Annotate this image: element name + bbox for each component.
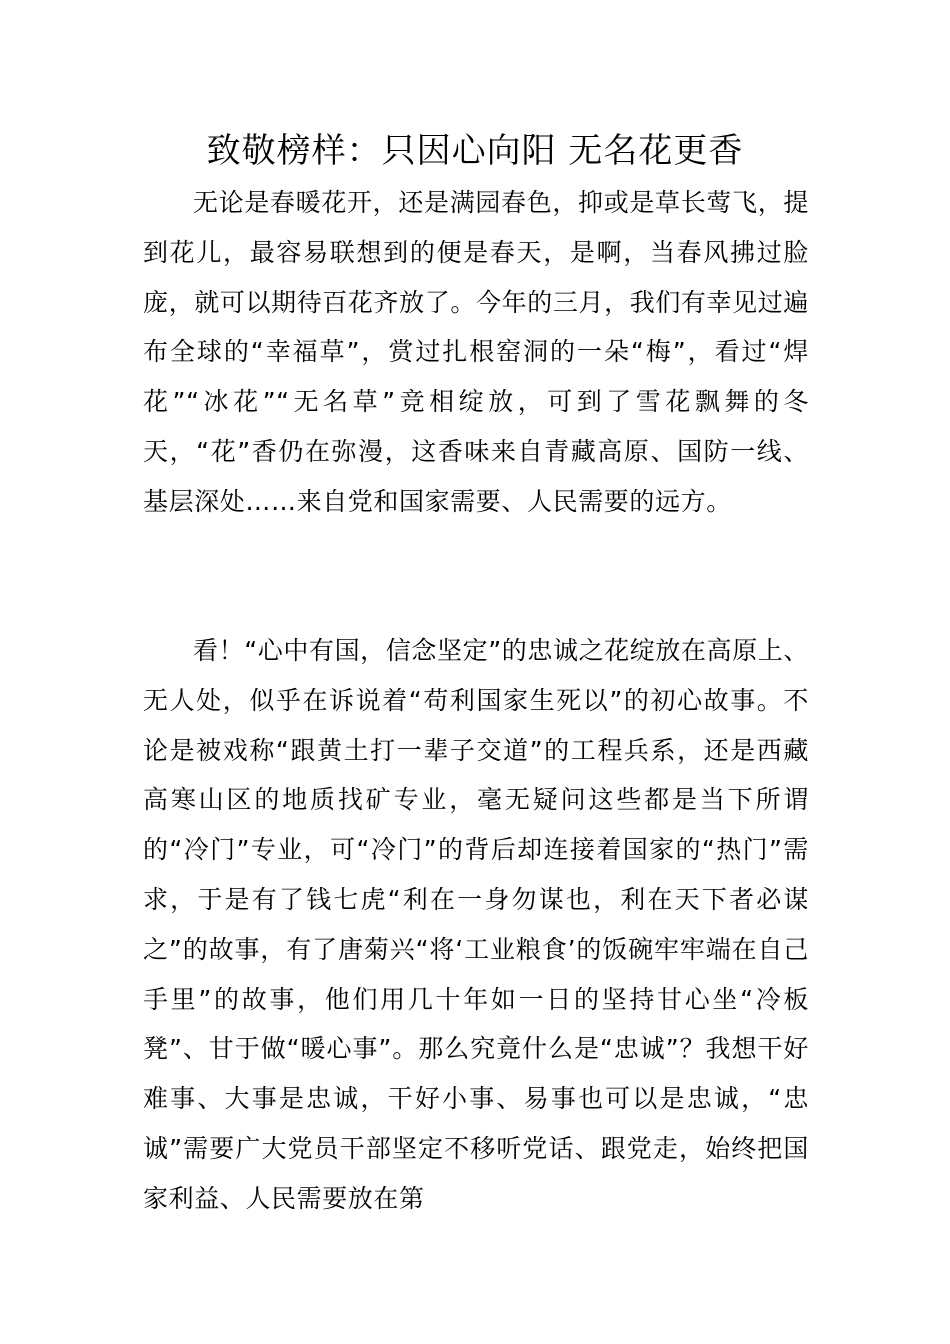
paragraph-1: 无论是春暖花开，还是满园春色，抑或是草长莺飞，提到花儿，最容易联想到的便是春天，是啊，当春风拂过脸庞，就可以期待百花齐放了。今年的三月，我们有幸见过遍布全球的“幸福草”，赏过扎根窑洞的一朵“梅”，看过“焊花”“冰花”“无名草”竞相绽放，可到了雪花飘舞的冬天，“花”香仍在弥漫，这香味来自青藏高原、国防一线、基层深处……来自党和国家需要、人民需要的远方。 [143,188,809,516]
paragraph-2: 看！“心中有国，信念坚定”的忠诚之花绽放在高原上、无人处，似乎在诉说着“苟利国家生死以”的初心故事。不论是被戏称“跟黄土打一辈子交道”的工程兵系，还是西藏高寒山区的地质找矿专业，毫无疑问这些都是当下所谓的“冷门”专业，可“冷门”的背后却连接着国家的“热门”需求，于是有了钱七虎“利在一身勿谋也，利在天下者必谋之”的故事，有了唐菊兴“将‘工业粮食’的饭碗牢牢端在自己手里”的故事，他们用几十年如一日的坚持甘心坐“冷板凳”、甘于做“暖心事”。那么究竟什么是“忠诚”？我想干好难事、大事是忠诚，干好小事、易事也可以是忠诚，“忠诚”需要广大党员干部坚定不移听党话、跟党走，始终把国家利益、人民需要放在第 [143,636,809,1213]
document-title: 致敬榜样：只因心向阳 无名花更香 [206,131,744,171]
